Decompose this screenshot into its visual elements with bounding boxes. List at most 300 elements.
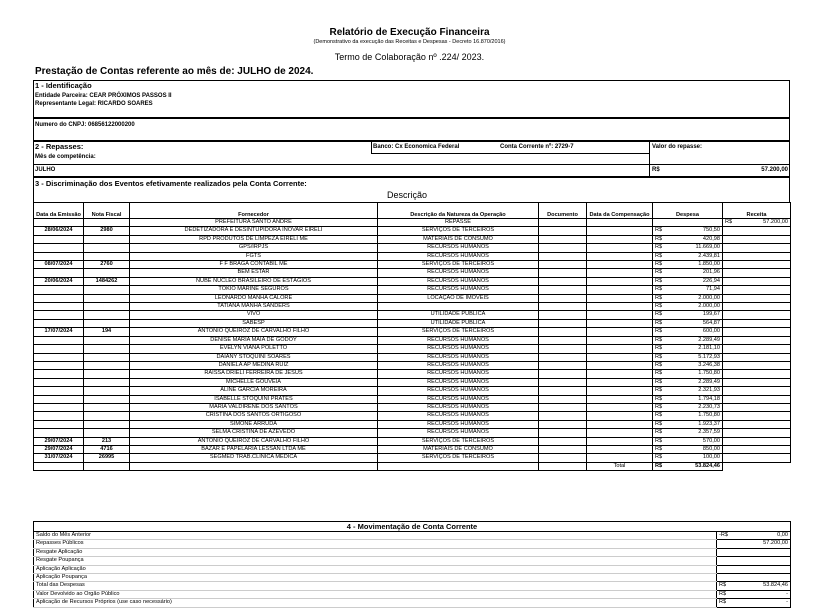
nota-fiscal-cell (84, 412, 130, 420)
col-despesa: Despesa (653, 203, 723, 219)
nota-fiscal-cell: 26995 (84, 454, 130, 462)
nota-fiscal-cell (84, 311, 130, 319)
documento-cell (539, 261, 587, 269)
documento-cell (539, 353, 587, 361)
natureza-cell: RECURSOS HUMANOS (378, 286, 539, 294)
identificacao-box (33, 80, 790, 118)
fornecedor-cell: ALINE GARCIA MOREIRA (130, 387, 378, 395)
receita-cell (723, 353, 791, 361)
repasse-divider (33, 164, 790, 165)
conta-corrente: Conta Corrente nº: 2729-7 (500, 144, 574, 150)
receita-cell (723, 261, 791, 269)
documento-cell (539, 370, 587, 378)
total-label: Total (587, 462, 653, 470)
table-row (34, 420, 791, 428)
documento-cell (539, 319, 587, 327)
natureza-cell: RECURSOS HUMANOS (378, 387, 539, 395)
data-compensacao-cell (587, 403, 653, 411)
data-compensacao-cell (587, 370, 653, 378)
table-row (34, 387, 791, 395)
nota-fiscal-cell (84, 336, 130, 344)
documento-cell (539, 303, 587, 311)
movimentacao-row (34, 574, 791, 582)
data-emissao-cell (34, 378, 84, 386)
table-row (34, 303, 791, 311)
banco: Banco: Cx Economica Federal (373, 144, 460, 150)
col-fornecedor: Fornecedor (130, 203, 378, 219)
natureza-cell: RECURSOS HUMANOS (378, 412, 539, 420)
prestacao-contas: Prestação de Contas referente ao mês de: JULHO de 2024. (35, 66, 314, 77)
data-compensacao-cell (587, 361, 653, 369)
documento-cell (539, 328, 587, 336)
movimentacao-label: Repasses Públicos (34, 540, 717, 548)
natureza-cell: MATERIAIS DE CONSUMO (378, 235, 539, 243)
despesa-cell (653, 319, 723, 327)
mes-competencia: JULHO (35, 167, 56, 173)
data-emissao-cell (34, 395, 84, 403)
section-repasses: 2 - Repasses: (35, 142, 84, 151)
receita-cell (723, 395, 791, 403)
data-compensacao-cell (587, 445, 653, 453)
documento-cell (539, 269, 587, 277)
col-documento: Documento (539, 203, 587, 219)
data-emissao-cell (34, 412, 84, 420)
despesa-value: 570,00 (702, 437, 720, 444)
despesa-cell (653, 244, 723, 252)
nota-fiscal-cell (84, 319, 130, 327)
despesa-value: 2.000,00 (698, 303, 720, 310)
receita-cell (723, 370, 791, 378)
table-row (34, 361, 791, 369)
data-emissao-cell (34, 269, 84, 277)
despesa-currency: R$ (655, 412, 663, 419)
nota-fiscal-cell (84, 403, 130, 411)
fornecedor-cell: VIVO (130, 311, 378, 319)
data-compensacao-cell (587, 311, 653, 319)
documento-cell (539, 395, 587, 403)
documento-cell (539, 454, 587, 462)
despesa-value: 2.181,10 (698, 345, 720, 352)
movimentacao-value: - (786, 599, 789, 606)
movimentacao-value-cell (717, 565, 791, 573)
receita-cell (723, 378, 791, 386)
documento-cell (539, 235, 587, 243)
natureza-cell: RECURSOS HUMANOS (378, 429, 539, 437)
despesa-cell (653, 345, 723, 353)
movimentacao-row (34, 590, 791, 598)
despesa-cell (653, 420, 723, 428)
despesa-currency: R$ (655, 378, 663, 385)
despesa-currency: R$ (655, 277, 663, 284)
natureza-cell: RECURSOS HUMANOS (378, 244, 539, 252)
fornecedor-cell: SELMA CRISTINA DE AZEVEDO (130, 429, 378, 437)
despesa-currency: R$ (655, 403, 663, 410)
movimentacao-value: - (786, 590, 789, 597)
fornecedor-cell: DANIELA AP MEDINA RUIZ (130, 361, 378, 369)
despesa-value: 2.439,81 (698, 252, 720, 259)
despesa-currency: R$ (655, 437, 663, 444)
data-emissao-cell (34, 219, 84, 227)
natureza-cell: RECURSOS HUMANOS (378, 353, 539, 361)
fornecedor-cell: ISABELLE STOQUINI PRATES (130, 395, 378, 403)
documento-cell (539, 412, 587, 420)
movimentacao-label: Resgate Aplicação (34, 548, 717, 556)
despesa-value: 2.357,59 (698, 429, 720, 436)
fornecedor-cell: GPS/IRPJS (130, 244, 378, 252)
mes-competencia-label: Mês de competência: (35, 154, 96, 160)
receita-currency: R$ (725, 219, 733, 225)
nota-fiscal-cell: 4716 (84, 445, 130, 453)
fornecedor-cell: SIMONE ARRUDA (130, 420, 378, 428)
receita-value: 57.200,00 (763, 219, 788, 225)
data-emissao-cell (34, 370, 84, 378)
fornecedor-cell: SABESP (130, 319, 378, 327)
movimentacao-value-cell (717, 574, 791, 582)
data-compensacao-cell (587, 261, 653, 269)
nota-fiscal-cell: 2760 (84, 261, 130, 269)
despesa-value: 850,00 (702, 445, 720, 452)
despesa-currency: R$ (655, 252, 663, 259)
despesa-value: 2.289,49 (698, 378, 720, 385)
despesa-currency: R$ (655, 286, 663, 293)
movimentacao-label: Valor Devolvido ao Órgão Público (34, 590, 717, 598)
receita-cell (723, 319, 791, 327)
despesa-cell (653, 429, 723, 437)
table-row (34, 378, 791, 386)
data-emissao-cell (34, 403, 84, 411)
fornecedor-cell: F F BRAGA CONTABIL ME (130, 261, 378, 269)
despesa-currency: R$ (655, 261, 663, 268)
despesa-cell (653, 378, 723, 386)
nota-fiscal-cell (84, 294, 130, 302)
table-row (34, 269, 791, 277)
despesa-cell (653, 370, 723, 378)
data-compensacao-cell (587, 328, 653, 336)
despesa-currency: R$ (655, 319, 663, 326)
table-row (34, 328, 791, 336)
data-compensacao-cell (587, 420, 653, 428)
despesa-currency: R$ (655, 294, 663, 301)
total-value: 53.824,46 (695, 462, 720, 469)
col-nota-fiscal: Nota Fiscal (84, 203, 130, 219)
movimentacao-value-cell (717, 548, 791, 556)
receita-cell (723, 252, 791, 260)
movimentacao-label: Total das Despesas (34, 582, 717, 590)
nota-fiscal-cell (84, 370, 130, 378)
data-compensacao-cell (587, 303, 653, 311)
despesa-value: 11.669,00 (695, 244, 720, 251)
despesa-cell (653, 286, 723, 294)
fornecedor-cell: RPD PRODUTOS DE LIMPEZA EIRELI ME (130, 235, 378, 243)
receita-cell (723, 420, 791, 428)
receita-cell (723, 286, 791, 294)
despesa-currency: R$ (655, 227, 663, 234)
data-compensacao-cell (587, 244, 653, 252)
nota-fiscal-cell (84, 395, 130, 403)
nota-fiscal-cell (84, 429, 130, 437)
table-row (34, 294, 791, 302)
table-row (34, 261, 791, 269)
fornecedor-cell: MARIA VALDIRENE DOS SANTOS (130, 403, 378, 411)
fornecedor-cell: MICHELLE GOUVEIA (130, 378, 378, 386)
movimentacao-label: Aplicação Poupança (34, 574, 717, 582)
receita-cell (723, 294, 791, 302)
documento-cell (539, 219, 587, 227)
table-row (34, 336, 791, 344)
despesa-currency: R$ (655, 235, 663, 242)
despesa-value: 71,94 (706, 286, 720, 293)
table-row (34, 345, 791, 353)
data-emissao-cell: 08/07/2024 (34, 261, 84, 269)
table-row (34, 227, 791, 235)
despesa-value: 2.230,73 (698, 403, 720, 410)
despesa-cell (653, 445, 723, 453)
movimentacao-row (34, 557, 791, 565)
receita-cell (723, 445, 791, 453)
nota-fiscal-cell (84, 235, 130, 243)
data-compensacao-cell (587, 336, 653, 344)
data-compensacao-cell (587, 252, 653, 260)
table-row (34, 437, 791, 445)
movimentacao-row (34, 599, 791, 607)
despesa-currency: R$ (655, 454, 663, 461)
data-emissao-cell: 29/07/2024 (34, 437, 84, 445)
total-row (34, 462, 791, 470)
documento-cell (539, 244, 587, 252)
receita-cell (723, 244, 791, 252)
movimentacao-table (33, 521, 791, 608)
receita-cell (723, 311, 791, 319)
fornecedor-cell: LEONARDO MANHA CALORE (130, 294, 378, 302)
natureza-cell: RECURSOS HUMANOS (378, 378, 539, 386)
data-emissao-cell (34, 235, 84, 243)
documento-cell (539, 252, 587, 260)
representante-legal: Representante Legal: RICARDO SOARES (35, 101, 153, 107)
despesa-value: 1.923,37 (698, 420, 720, 427)
receita-cell (723, 227, 791, 235)
receita-cell (723, 303, 791, 311)
fornecedor-cell: BAZAR E PAPELARIA LESSAN LTDA ME (130, 445, 378, 453)
documento-cell (539, 294, 587, 302)
despesa-currency: R$ (655, 336, 663, 343)
table-row (34, 454, 791, 462)
despesa-value: 3.246,38 (698, 361, 720, 368)
fornecedor-cell: DAIANY STOQUINI SOARES (130, 353, 378, 361)
natureza-cell: SERVIÇOS DE TERCEIROS (378, 454, 539, 462)
table-row (34, 403, 791, 411)
natureza-cell: RECURSOS HUMANOS (378, 361, 539, 369)
nota-fiscal-cell (84, 353, 130, 361)
despesa-value: 1.750,80 (698, 412, 720, 419)
despesa-currency: R$ (655, 361, 663, 368)
valor-repasse-currency: R$ (652, 167, 660, 173)
despesa-cell (653, 437, 723, 445)
table-row (34, 412, 791, 420)
data-compensacao-cell (587, 437, 653, 445)
despesa-currency: R$ (655, 328, 663, 335)
receita-cell (723, 387, 791, 395)
report-subtitle: (Demonstrativo da execução das Receitas e Despesas - Decreto 16.870/2016) (313, 39, 506, 45)
data-compensacao-cell (587, 412, 653, 420)
data-compensacao-cell (587, 277, 653, 285)
table-row (34, 252, 791, 260)
valor-repasse: 57.200,00 (761, 167, 788, 173)
natureza-cell: SERVIÇOS DE TERCEIROS (378, 227, 539, 235)
movimentacao-row (34, 532, 791, 540)
documento-cell (539, 387, 587, 395)
despesa-cell (653, 311, 723, 319)
section-identificacao: 1 - Identificação (35, 81, 92, 90)
table-row (34, 353, 791, 361)
nota-fiscal-cell (84, 345, 130, 353)
fornecedor-cell: SEGMED TRAB.CLINICA MÉDICA (130, 454, 378, 462)
data-emissao-cell (34, 311, 84, 319)
movimentacao-label: Saldo do Mês Anterior (34, 532, 717, 540)
cnpj-box (33, 118, 790, 141)
data-emissao-cell (34, 294, 84, 302)
fornecedor-cell: RAISSA DRIELI FERREIRA DE JESUS (130, 370, 378, 378)
despesa-cell (653, 294, 723, 302)
nota-fiscal-cell (84, 244, 130, 252)
cnpj: Numero do CNPJ: 06856122000200 (35, 122, 135, 128)
fornecedor-cell: EVELYN VIANA POLETTO (130, 345, 378, 353)
data-compensacao-cell (587, 353, 653, 361)
natureza-cell: LOCAÇÃO DE IMOVEIS (378, 294, 539, 302)
table-row (34, 219, 791, 227)
data-compensacao-cell (587, 345, 653, 353)
despesa-cell (653, 303, 723, 311)
despesa-cell (653, 403, 723, 411)
movimentacao-value-cell (717, 540, 791, 548)
data-emissao-cell: 20/06/2024 (34, 277, 84, 285)
receita-cell (723, 345, 791, 353)
despesa-cell (653, 235, 723, 243)
data-emissao-cell (34, 286, 84, 294)
table-header-row (34, 203, 791, 219)
descricao-heading: Descrição (387, 190, 428, 200)
data-emissao-cell (34, 303, 84, 311)
table-row (34, 277, 791, 285)
despesa-value: 420,98 (702, 235, 720, 242)
total-despesa (653, 462, 723, 470)
despesa-value: 1.794,18 (698, 395, 720, 402)
despesa-value: 5.172,93 (698, 353, 720, 360)
data-emissao-cell: 29/07/2024 (34, 445, 84, 453)
nota-fiscal-cell: 213 (84, 437, 130, 445)
documento-cell (539, 445, 587, 453)
receita-cell (723, 277, 791, 285)
despesa-currency: R$ (655, 445, 663, 452)
natureza-cell: RECURSOS HUMANOS (378, 277, 539, 285)
nota-fiscal-cell (84, 303, 130, 311)
documento-cell (539, 437, 587, 445)
despesa-currency: R$ (655, 387, 663, 394)
receita-cell (723, 454, 791, 462)
natureza-cell: RECURSOS HUMANOS (378, 252, 539, 260)
data-compensacao-cell (587, 286, 653, 294)
despesa-value: 226,94 (702, 277, 720, 284)
nota-fiscal-cell (84, 378, 130, 386)
despesa-cell (653, 361, 723, 369)
despesa-cell (653, 269, 723, 277)
documento-cell (539, 378, 587, 386)
entidade-parceira: Entidade Parceira: CEAR PRÓXIMOS PASSOS II (35, 93, 172, 99)
movimentacao-value: 57.200,00 (763, 540, 789, 547)
nota-fiscal-cell (84, 387, 130, 395)
nota-fiscal-cell: 1484262 (84, 277, 130, 285)
movimentacao-value: 0,00 (777, 532, 789, 538)
fornecedor-cell: TATIANA MANHA SANDERS (130, 303, 378, 311)
receita-cell (723, 412, 791, 420)
despesa-value: 100,00 (702, 454, 720, 461)
nota-fiscal-cell: 194 (84, 328, 130, 336)
data-compensacao-cell (587, 378, 653, 386)
despesa-value: 600,00 (702, 328, 720, 335)
data-compensacao-cell (587, 294, 653, 302)
despesa-value: 2.000,00 (698, 294, 720, 301)
col-receita: Receita (723, 203, 791, 219)
despesa-currency: R$ (655, 345, 663, 352)
natureza-cell: MATERIAIS DE CONSUMO (378, 445, 539, 453)
despesa-value: 201,96 (702, 269, 720, 276)
movimentacao-value-cell (717, 590, 791, 598)
col-data-emissao: Data da Emissão (34, 203, 84, 219)
total-currency: R$ (655, 462, 663, 469)
data-compensacao-cell (587, 387, 653, 395)
documento-cell (539, 429, 587, 437)
receita-cell (723, 403, 791, 411)
despesa-currency: R$ (655, 244, 663, 251)
despesas-table (33, 202, 791, 471)
table-row (34, 370, 791, 378)
data-emissao-cell (34, 361, 84, 369)
despesa-currency: R$ (655, 311, 663, 318)
natureza-cell: SERVIÇOS DE TERCEIROS (378, 437, 539, 445)
movimentacao-label: Aplicação de Recursos Próprios (use caso necessário) (34, 599, 717, 607)
despesa-cell (653, 328, 723, 336)
table-row (34, 311, 791, 319)
data-compensacao-cell (587, 319, 653, 327)
despesa-value: 1.750,80 (698, 370, 720, 377)
movimentacao-currency: R$ (719, 590, 727, 597)
col-natureza: Descrição da Natureza da Operação (378, 203, 539, 219)
table-row (34, 319, 791, 327)
movimentacao-value-cell (717, 582, 791, 590)
despesa-cell (653, 261, 723, 269)
data-emissao-cell: 28/06/2024 (34, 227, 84, 235)
despesa-currency: R$ (655, 370, 663, 377)
documento-cell (539, 227, 587, 235)
movimentacao-row (34, 540, 791, 548)
despesa-cell (653, 252, 723, 260)
termo-colaboracao: Termo de Colaboração nº .224/ 2023. (334, 52, 485, 62)
despesa-value: 2.289,49 (698, 336, 720, 343)
receita-cell (723, 437, 791, 445)
despesa-cell (653, 353, 723, 361)
table-row (34, 395, 791, 403)
nota-fiscal-cell (84, 286, 130, 294)
despesa-value: 564,87 (702, 319, 720, 326)
documento-cell (539, 277, 587, 285)
natureza-cell: RECURSOS HUMANOS (378, 269, 539, 277)
data-compensacao-cell (587, 235, 653, 243)
movimentacao-value: 53.824,46 (763, 582, 789, 589)
report-title: Relatório de Execução Financeira (329, 27, 490, 38)
data-emissao-cell (34, 252, 84, 260)
documento-cell (539, 361, 587, 369)
fornecedor-cell: ANTONIO QUEIROZ DE CARVALHO FILHO (130, 328, 378, 336)
data-emissao-cell (34, 345, 84, 353)
